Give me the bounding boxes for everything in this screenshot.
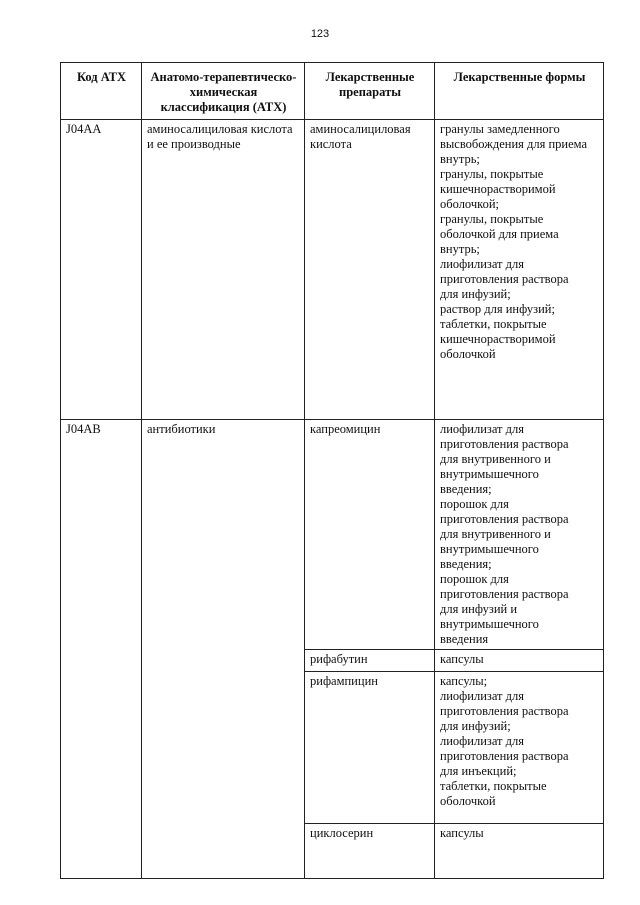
table-row	[61, 420, 604, 650]
drug-name-cell: рифампицин	[305, 672, 435, 824]
page-number: 123	[310, 28, 330, 40]
header-drugs: Лекарственные препараты	[305, 63, 435, 120]
dosage-forms-cell: гранулы замедленного высвобождения для приема внутрь; гранулы, покрытые кишечнорастворимой оболочкой; гранулы, покрытые оболочкой для приема внутрь; лиофилизат для приготовления раствора для инфузий; раствор для инфузий; таблетки, покрытые кишечнорастворимой оболочкой	[435, 120, 604, 420]
table-header-row	[61, 63, 604, 120]
header-dosage-forms: Лекарственные формы	[435, 63, 604, 120]
classification-cell: антибиотики	[142, 420, 305, 879]
dosage-forms-cell: лиофилизат для приготовления раствора для внутривенного и внутримышечного введения; порошок для приготовления раствора для внутривенного и внутримышечного введения; порошок для приготовления раствора для инфузий и внутримышечного введения	[435, 420, 604, 650]
drug-name-cell: аминосалициловая кислота	[305, 120, 435, 420]
dosage-forms-cell: капсулы	[435, 650, 604, 672]
atc-drug-table	[60, 62, 604, 879]
table-row	[61, 120, 604, 420]
dosage-forms-cell: капсулы; лиофилизат для приготовления раствора для инфузий; лиофилизат для приготовления раствора для инъекций; таблетки, покрытые оболочкой	[435, 672, 604, 824]
drug-name-cell: капреомицин	[305, 420, 435, 650]
atc-code-cell: J04AB	[61, 420, 142, 879]
drug-name-cell: циклосерин	[305, 824, 435, 879]
dosage-forms-cell: капсулы	[435, 824, 604, 879]
header-atc-classification: Анатомо-терапевтическо- химическая классификация (АТХ)	[142, 63, 305, 120]
drug-name-cell: рифабутин	[305, 650, 435, 672]
classification-cell: аминосалициловая кислота и ее производные	[142, 120, 305, 420]
atc-code-cell: J04AA	[61, 120, 142, 420]
header-atc-code: Код АТХ	[61, 63, 142, 120]
